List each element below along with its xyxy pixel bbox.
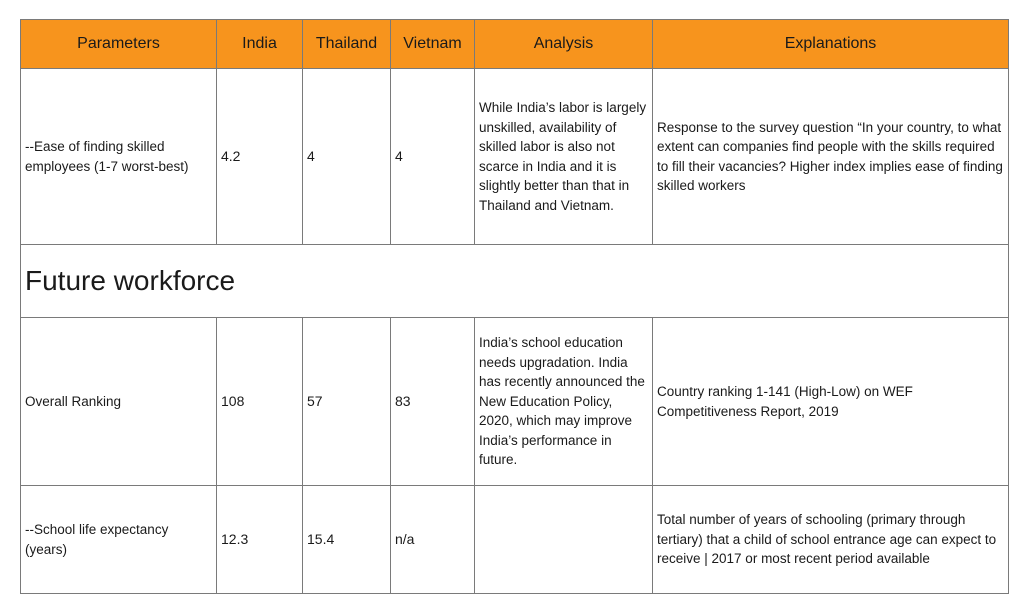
table-row	[21, 69, 1009, 245]
analysis-cell: India’s school education needs upgradation. India has recently announced the New Education Policy, 2020, which may improve India’s performance in future.	[475, 318, 653, 486]
india-value: 12.3	[217, 486, 303, 594]
header-vietnam: Vietnam	[391, 20, 475, 69]
explanation-cell: Country ranking 1-141 (High-Low) on WEF Competitiveness Report, 2019	[653, 318, 1009, 486]
header-row	[21, 20, 1009, 69]
analysis-cell: While India’s labor is largely unskilled, availability of skilled labor is also not scarce in India and it is slightly better than that in Thailand and Vietnam.	[475, 69, 653, 245]
header-analysis: Analysis	[475, 20, 653, 69]
table-row	[21, 318, 1009, 486]
analysis-cell	[475, 486, 653, 594]
section-title: Future workforce	[21, 245, 1009, 318]
header-india: India	[217, 20, 303, 69]
vietnam-value: n/a	[391, 486, 475, 594]
thailand-value: 15.4	[303, 486, 391, 594]
explanation-cell: Total number of years of schooling (primary through tertiary) that a child of school entrance age can expect to receive | 2017 or most recent period available	[653, 486, 1009, 594]
vietnam-value: 4	[391, 69, 475, 245]
thailand-value: 4	[303, 69, 391, 245]
table-row	[21, 486, 1009, 594]
header-parameters: Parameters	[21, 20, 217, 69]
header-explanations: Explanations	[653, 20, 1009, 69]
comparison-table-container	[20, 19, 1009, 594]
header-thailand: Thailand	[303, 20, 391, 69]
thailand-value: 57	[303, 318, 391, 486]
parameter-cell: --Ease of finding skilled employees (1-7 worst-best)	[21, 69, 217, 245]
explanation-cell: Response to the survey question “In your country, to what extent can companies find people with the skills required to fill their vacancies? Higher index implies ease of finding skilled workers	[653, 69, 1009, 245]
comparison-table	[20, 19, 1009, 594]
parameter-cell: --School life expectancy (years)	[21, 486, 217, 594]
india-value: 4.2	[217, 69, 303, 245]
section-row	[21, 245, 1009, 318]
parameter-cell: Overall Ranking	[21, 318, 217, 486]
vietnam-value: 83	[391, 318, 475, 486]
india-value: 108	[217, 318, 303, 486]
